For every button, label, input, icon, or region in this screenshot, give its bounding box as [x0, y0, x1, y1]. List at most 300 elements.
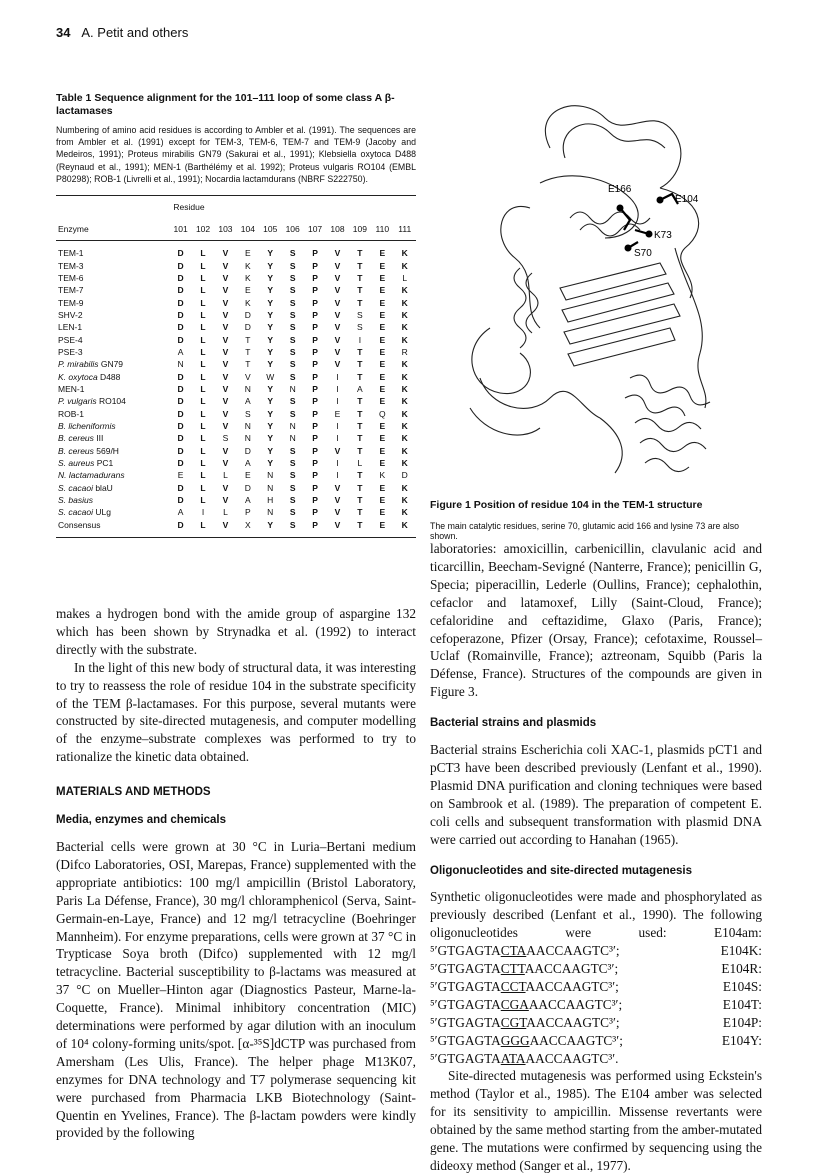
- residue-cell: R: [401, 346, 408, 357]
- residue-cell: I: [336, 371, 339, 382]
- residue-cell: L: [200, 421, 206, 431]
- oligo-intro: Synthetic oligonucleotides were made and phosphorylated as previously described (Lenfant et al., 1990). The following oligonucleotides were used:: [430, 889, 762, 941]
- enzyme-name: K. oxytoca D488: [58, 371, 121, 382]
- paragraph: Site-directed mutagenesis was performed using Eckstein's method (Taylor et al., 1985). The E104 amber was selected for its sensitivity to ampicillin. Missense revertants were obtained by the same method starting from the amber-mutated gene. The mutations were confirmed by sequencing using the dideoxy method (Sanger et al., 1977).: [430, 1068, 762, 1173]
- residue-cell: D: [177, 421, 184, 431]
- position-header: 108: [330, 224, 345, 235]
- table-row: [56, 247, 416, 259]
- residue-cell: V: [334, 272, 341, 283]
- residue-cell: E: [379, 519, 386, 530]
- residue-cell: E: [379, 322, 386, 333]
- residue-cell: S: [289, 445, 296, 456]
- residue-cell: T: [357, 495, 363, 506]
- residue-cell: V: [222, 482, 229, 493]
- enzyme-name: N. lactamadurans: [58, 470, 125, 481]
- residue-cell: E: [379, 334, 386, 345]
- residue-cell: P: [312, 383, 318, 394]
- table-row: [56, 469, 416, 481]
- residue-cell: K: [379, 470, 386, 481]
- residue-cell: K: [245, 297, 251, 308]
- residue-cell: K: [401, 507, 408, 518]
- enzyme-name: PSE-4: [58, 334, 83, 345]
- residue-cell: S: [357, 322, 363, 333]
- residue-cell: T: [357, 248, 363, 259]
- residue-cell: E: [379, 272, 386, 283]
- label-e166: E166: [608, 184, 632, 195]
- residue-cell: I: [336, 470, 339, 481]
- residue-cell: V: [334, 495, 341, 506]
- residue-cell: V: [334, 334, 341, 345]
- paragraph: In the light of this new body of structural data, it was interesting to try to reassess the role of residue 104 in the substrate specificity of the TEM β-lactamases. For this purpose, several mutants were constructed by site-directed mutagenesis, and computer modelling of the enzyme–substrate complexes was performed to try to rationalize the kinetic data obtained.: [56, 659, 416, 765]
- residue-cell: E: [379, 309, 386, 320]
- residue-cell: K: [401, 519, 408, 530]
- residue-cell: I: [336, 383, 339, 394]
- residue-cell: Y: [267, 359, 274, 370]
- oligo-item: E104K: ⁵′GTGAGTACTTAACCAAGTC³′;: [430, 943, 762, 977]
- residue-cell: P: [312, 346, 318, 357]
- position-header: 110: [375, 224, 390, 235]
- oligo-item: E104P: ⁵′GTGAGTAGGGAACCAAGTC³′;: [430, 1014, 762, 1048]
- residue-cell: V: [222, 309, 229, 320]
- residue-cell: Y: [267, 396, 274, 407]
- residue-cell: K: [401, 309, 408, 320]
- residue-cell: N: [244, 421, 251, 431]
- residue-cell: E: [379, 507, 386, 518]
- oligo-item: E104R: ⁵′GTGAGTACCTAACCAAGTC³′;: [430, 961, 762, 994]
- position-header: 105: [263, 224, 278, 235]
- enzyme-name: TEM-9: [58, 297, 84, 308]
- residue-cell: E: [379, 433, 386, 444]
- residue-cell: P: [312, 272, 318, 283]
- residue-cell: Y: [267, 445, 274, 456]
- residue-cell: D: [244, 482, 251, 493]
- oligo-list: [430, 925, 762, 1065]
- residue-cell: P: [312, 507, 318, 518]
- residue-cell: S: [289, 297, 296, 308]
- residue-cell: T: [245, 334, 251, 345]
- residue-cell: V: [222, 322, 229, 333]
- residue-cell: L: [402, 272, 408, 283]
- residue-cell: T: [357, 445, 363, 456]
- paragraph: laboratories: amoxicillin, carbenicillin, clavulanic acid and ticarcillin, Beecham-Sevigné (Nanterre, France); penicillin G, Specia; piperacillin, Lederle (Oullins, France); cephalothin, cefaclor and latamoxef, Lilly (Saint-Cloud, France); cefaloridine and ceftazidime, Glaxo (Paris, France); cefoperazone, Pfizer (Orsay, France); cefotaxime, Roussel–Uclaf (Romainville, France); aztreonam, Squibb (Paris la Défense, France). Structures of the compounds are given in Figure 3.: [430, 541, 762, 700]
- residue-cell: I: [336, 458, 339, 469]
- residue-cell: Y: [267, 458, 274, 469]
- residue-cell: L: [200, 519, 206, 530]
- residue-cell: Y: [267, 285, 274, 296]
- enzyme-name: TEM-7: [58, 285, 84, 296]
- table-block: [56, 92, 416, 538]
- residue-cell: D: [177, 371, 184, 382]
- residue-cell: L: [200, 383, 206, 394]
- residue-cell: Y: [267, 309, 274, 320]
- residue-cell: K: [401, 433, 408, 444]
- residue-cell: P: [312, 260, 318, 271]
- residue-cell: V: [334, 482, 341, 493]
- residue-cell: T: [357, 260, 363, 271]
- residue-cell: S: [289, 458, 296, 469]
- enzyme-name: TEM-1: [58, 248, 84, 259]
- protein-structure-figure: [430, 88, 730, 483]
- residue-cell: V: [334, 346, 341, 357]
- enzyme-name: P. mirabilis GN79: [58, 359, 124, 370]
- residue-cell: V: [334, 260, 341, 271]
- table-row: [56, 358, 416, 370]
- table-row: [56, 494, 416, 506]
- residue-cell: S: [289, 346, 296, 357]
- table-row: [56, 457, 416, 469]
- residue-cell: Y: [267, 346, 274, 357]
- residue-cell: V: [334, 297, 341, 308]
- table-row: [56, 370, 416, 382]
- position-header: 111: [398, 224, 412, 235]
- residue-cell: Y: [267, 433, 274, 444]
- residue-cell: Y: [267, 383, 274, 394]
- residue-cell: L: [200, 482, 206, 493]
- residue-cell: V: [222, 260, 229, 271]
- ribbon-diagram: [430, 88, 730, 483]
- residue-cell: P: [312, 458, 318, 469]
- residue-cell: E: [379, 396, 386, 407]
- position-header: 109: [352, 224, 367, 235]
- table-row: [56, 432, 416, 444]
- residue-cell: L: [200, 371, 206, 382]
- residue-cell: P: [312, 334, 318, 345]
- enzyme-name: S. cacaoi ULg: [58, 507, 111, 518]
- residue-cell: V: [334, 309, 341, 320]
- residue-cell: S: [289, 470, 296, 481]
- residue-cell: V: [334, 285, 341, 296]
- position-header: 103: [218, 224, 233, 235]
- residue-cell: K: [401, 359, 408, 370]
- residue-cell: L: [200, 396, 206, 407]
- residue-cell: E: [245, 248, 251, 259]
- residue-cell: P: [312, 396, 318, 407]
- residue-cell: K: [401, 396, 408, 407]
- residue-cell: L: [200, 458, 206, 469]
- residue-cell: S: [357, 309, 363, 320]
- oligo-item: E104S: ⁵′GTGAGTACGAAACCAAGTC³′;: [430, 978, 762, 1012]
- residue-cell: T: [357, 396, 363, 407]
- paragraph: [430, 888, 762, 1067]
- residue-cell: V: [222, 334, 229, 345]
- enzyme-name: B. licheniformis: [58, 421, 116, 431]
- residue-cell: K: [401, 334, 408, 345]
- residue-cell: L: [223, 507, 228, 518]
- table-row: [56, 333, 416, 345]
- residue-cell: E: [334, 408, 341, 419]
- table-row: [56, 309, 416, 321]
- residue-cell: N: [289, 433, 296, 444]
- position-header: 106: [285, 224, 300, 235]
- residue-cell: E: [379, 383, 386, 394]
- residue-cell: T: [357, 285, 363, 296]
- enzyme-label: Enzyme: [58, 224, 89, 235]
- table-row: [56, 506, 416, 518]
- residue-cell: L: [200, 297, 206, 308]
- residue-cell: N: [267, 470, 274, 481]
- residue-cell: Q: [378, 408, 386, 419]
- residue-cell: Y: [267, 272, 274, 283]
- residue-cell: D: [244, 445, 251, 456]
- residue-cell: V: [245, 371, 251, 382]
- table-row: [56, 284, 416, 296]
- residue-cell: P: [312, 297, 318, 308]
- residue-cell: A: [177, 507, 184, 518]
- residue-cell: A: [357, 383, 363, 394]
- residue-cell: E: [245, 470, 251, 481]
- enzyme-name: SHV-2: [58, 309, 83, 320]
- right-body-text: [430, 540, 762, 1175]
- residue-cell: K: [401, 285, 408, 296]
- residue-cell: V: [222, 346, 229, 357]
- residue-cell: A: [177, 346, 184, 357]
- figure-caption-block: [430, 499, 760, 541]
- residue-cell: T: [357, 433, 363, 444]
- section-heading: MATERIALS AND METHODS: [56, 786, 211, 799]
- sub-heading: Oligonucleotides and site-directed mutagenesis: [430, 864, 693, 877]
- residue-cell: L: [200, 334, 206, 345]
- residue-cell: S: [245, 408, 251, 419]
- paragraph: Bacterial strains Escherichia coli XAC-1, plasmids pCT1 and pCT3 have been described previously (Lenfant et al., 1990). Plasmid DNA purification and cloning techniques were based on Sambrook et al. (1989). The preparation of competent E. coli cells and subsequent transformation with plasmid DNA were carried out according to Hanahan (1965).: [430, 742, 762, 847]
- label-k73: K73: [654, 230, 672, 241]
- residue-cell: K: [401, 495, 408, 506]
- residue-cell: S: [289, 248, 296, 259]
- residue-cell: L: [200, 260, 206, 271]
- residue-cell: P: [312, 248, 318, 259]
- residue-cell: V: [222, 458, 229, 469]
- residue-cell: T: [357, 359, 363, 370]
- residue-cell: E: [177, 470, 184, 481]
- enzyme-name: LEN-1: [58, 322, 83, 333]
- residue-cell: L: [200, 272, 206, 283]
- residue-cell: I: [336, 396, 339, 407]
- residue-cell: V: [222, 248, 229, 259]
- enzyme-name: S. aureus PC1: [58, 458, 114, 469]
- running-header: [56, 25, 188, 40]
- residue-cell: T: [357, 482, 363, 493]
- oligo-item: E104Y: ⁵′GTGAGTAATAAACCAAGTC³′.: [430, 1032, 762, 1066]
- residue-cell: I: [201, 507, 205, 518]
- residue-cell: V: [222, 396, 229, 407]
- residue-cell: E: [379, 297, 386, 308]
- label-s70: S70: [634, 248, 652, 259]
- residue-cell: V: [334, 507, 341, 518]
- table-row: [56, 407, 416, 419]
- figure-note: The main catalytic residues, serine 70, glutamic acid 166 and lysine 73 are also shown.: [430, 521, 740, 541]
- residue-cell: K: [401, 297, 408, 308]
- page-number: 34: [56, 25, 71, 40]
- table-row: [56, 259, 416, 271]
- residue-cell: Y: [267, 260, 274, 271]
- residue-cell: V: [334, 519, 341, 530]
- residue-cell: D: [177, 297, 184, 308]
- residue-cell: L: [200, 408, 206, 419]
- table-row: [56, 346, 416, 358]
- residue-cell: D: [177, 433, 184, 444]
- residue-cell: S: [289, 359, 296, 370]
- residue-cell: T: [245, 346, 251, 357]
- residue-cell: K: [401, 248, 408, 259]
- table-row: [56, 420, 416, 432]
- residue-cell: D: [177, 482, 184, 493]
- residue-cell: Y: [267, 322, 274, 333]
- residue-cell: Y: [267, 408, 274, 419]
- sub-heading: Media, enzymes and chemicals: [56, 814, 227, 827]
- residue-cell: N: [267, 482, 274, 493]
- residue-cell: V: [222, 359, 229, 370]
- residue-cell: P: [312, 359, 318, 370]
- residue-cell: E: [379, 445, 386, 456]
- residue-cell: V: [334, 322, 341, 333]
- residue-cell: K: [401, 371, 408, 382]
- residue-cell: D: [177, 383, 184, 394]
- residue-cell: Y: [267, 421, 274, 431]
- residue-cell: H: [267, 495, 274, 506]
- residue-cell: V: [222, 285, 229, 296]
- table-row: [56, 519, 416, 531]
- residue-cell: S: [289, 507, 296, 518]
- residue-cell: D: [177, 248, 184, 259]
- residue-cell: N: [289, 383, 296, 394]
- table-note: Numbering of amino acid residues is according to Ambler et al. (1991). The sequences are from Ambler et al. (1991) except for TEM-3, TEM-6, TEM-7 and TEM-9 (Jacoby and Medeiros, 1991); Proteus mirabilis GN79 (Sakurai et al., 1991); Klebsiella oxytoca D488 (Reynaud et al., 1991); MEN-1 (Barthélémy et al. 1992); Proteus vulgaris RO104 (EMBL P80298); ROB-1 (Livrelli et al., 1991); Nocardia lactamdurans (NBRF S222750).: [56, 125, 416, 184]
- residue-cell: I: [336, 421, 339, 431]
- residue-cell: L: [200, 309, 206, 320]
- residue-header-row: [56, 196, 416, 218]
- residue-cell: P: [312, 433, 318, 444]
- residue-cell: V: [222, 519, 229, 530]
- left-body-text: [56, 605, 416, 1142]
- residue-cell: T: [357, 272, 363, 283]
- residue-cell: L: [200, 346, 206, 357]
- position-header: 107: [307, 224, 323, 235]
- residue-cell: N: [244, 433, 251, 444]
- residue-cell: D: [244, 322, 251, 333]
- oligo-item: E104T: ⁵′GTGAGTACGTAACCAAGTC³′;: [430, 996, 762, 1030]
- enzyme-name: MEN-1: [58, 383, 85, 394]
- residue-cell: P: [312, 421, 318, 431]
- residue-cell: E: [379, 421, 386, 431]
- residue-cell: T: [357, 297, 363, 308]
- residue-cell: Y: [267, 519, 274, 530]
- table-row: [56, 296, 416, 308]
- paragraph: makes a hydrogen bond with the amide group of aspargine 132 which has been shown by Strynadka et al. (1992) to interact directly with the substrate.: [56, 606, 416, 657]
- table-row: [56, 482, 416, 494]
- residue-cell: T: [245, 359, 251, 370]
- residue-cell: V: [222, 408, 229, 419]
- residue-cell: V: [222, 495, 229, 506]
- residue-cell: S: [289, 396, 296, 407]
- residue-cell: L: [200, 248, 206, 259]
- residue-cell: D: [177, 334, 184, 345]
- residue-cell: T: [357, 519, 363, 530]
- residue-cell: S: [289, 309, 296, 320]
- residue-cell: D: [177, 309, 184, 320]
- residue-cell: T: [357, 507, 363, 518]
- residue-cell: E: [379, 359, 386, 370]
- residue-cell: S: [289, 260, 296, 271]
- enzyme-name: S. basius: [58, 495, 93, 506]
- residue-cell: T: [357, 408, 363, 419]
- residue-cell: X: [245, 519, 251, 530]
- running-title: A. Petit and others: [81, 25, 189, 40]
- column-header-row: [56, 218, 416, 240]
- residue-label: Residue: [173, 202, 205, 213]
- residue-cell: D: [177, 519, 184, 530]
- residue-cell: P: [312, 371, 318, 382]
- table-row: [56, 383, 416, 395]
- residue-cell: S: [289, 482, 296, 493]
- residue-cell: L: [200, 470, 206, 481]
- residue-cell: D: [177, 272, 184, 283]
- residue-cell: A: [245, 396, 251, 407]
- table-row: [56, 321, 416, 333]
- table-row: [56, 272, 416, 284]
- residue-cell: Y: [267, 248, 274, 259]
- enzyme-name: ROB-1: [58, 408, 84, 419]
- residue-cell: P: [312, 285, 318, 296]
- residue-cell: S: [289, 408, 296, 419]
- residue-cell: P: [312, 495, 318, 506]
- residue-cell: P: [312, 408, 318, 419]
- residue-cell: K: [401, 260, 408, 271]
- residue-cell: E: [379, 285, 386, 296]
- residue-cell: P: [312, 322, 318, 333]
- position-header: 101: [173, 224, 188, 235]
- residue-cell: D: [177, 260, 184, 271]
- residue-cell: K: [401, 408, 408, 419]
- enzyme-name: TEM-6: [58, 272, 84, 283]
- residue-cell: S: [289, 334, 296, 345]
- residue-cell: D: [177, 396, 184, 407]
- residue-cell: K: [401, 322, 408, 333]
- residue-cell: V: [222, 371, 229, 382]
- residue-cell: Y: [267, 334, 274, 345]
- residue-cell: V: [222, 445, 229, 456]
- residue-cell: Y: [267, 297, 274, 308]
- residue-cell: L: [200, 359, 206, 370]
- residue-cell: N: [244, 383, 251, 394]
- residue-cell: S: [222, 433, 229, 444]
- residue-cell: K: [401, 458, 408, 469]
- residue-cell: P: [312, 519, 318, 530]
- residue-cell: V: [334, 445, 341, 456]
- residue-cell: T: [357, 346, 363, 357]
- residue-cell: S: [289, 272, 296, 283]
- residue-cell: P: [312, 309, 318, 320]
- residue-cell: E: [379, 482, 386, 493]
- residue-cell: A: [245, 458, 251, 469]
- table-row: [56, 445, 416, 457]
- residue-cell: L: [223, 470, 228, 481]
- residue-cell: D: [177, 495, 184, 506]
- residue-cell: E: [379, 260, 386, 271]
- residue-cell: P: [312, 445, 318, 456]
- residue-cell: K: [401, 383, 408, 394]
- residue-cell: L: [200, 495, 206, 506]
- residue-cell: T: [357, 470, 363, 481]
- residue-cell: D: [177, 408, 184, 419]
- position-header: 102: [195, 224, 211, 235]
- residue-cell: K: [401, 482, 408, 493]
- figure-caption: Figure 1 Position of residue 104 in the TEM-1 structure: [430, 499, 703, 511]
- sub-heading: Bacterial strains and plasmids: [430, 717, 597, 730]
- residue-cell: I: [336, 433, 339, 444]
- residue-cell: D: [177, 458, 184, 469]
- residue-cell: L: [200, 285, 206, 296]
- residue-cell: K: [245, 260, 251, 271]
- table-row: [56, 395, 416, 407]
- sequence-alignment-table: [56, 195, 416, 538]
